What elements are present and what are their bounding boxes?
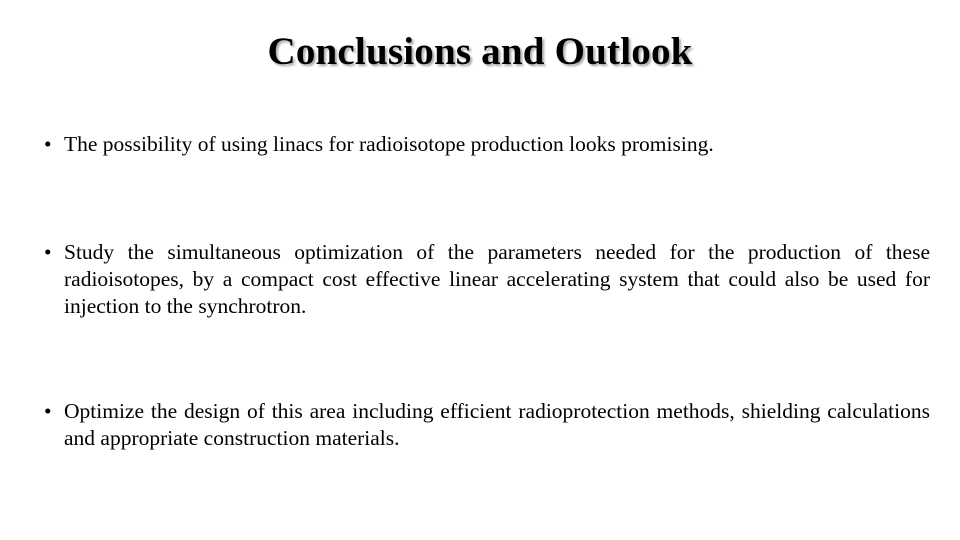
bullet-icon: •	[44, 240, 52, 264]
bullet-text: The possibility of using linacs for radioisotope production looks promising.	[64, 132, 714, 156]
bullet-icon: •	[44, 399, 52, 423]
slide-title: Conclusions and Outlook	[267, 30, 693, 73]
bullet-item	[44, 398, 930, 452]
bullet-item	[44, 131, 930, 158]
bullet-text: Optimize the design of this area including efficient radioprotection methods, shielding calculations and appropriate construction materials.	[64, 399, 930, 450]
bullet-text: Study the simultaneous optimization of the parameters needed for the production of these radioisotopes, by a compact cost effective linear accelerating system that could also be used for injection to the synchrotron.	[64, 240, 930, 318]
bullet-icon: •	[44, 132, 52, 156]
bullet-item	[44, 239, 930, 320]
